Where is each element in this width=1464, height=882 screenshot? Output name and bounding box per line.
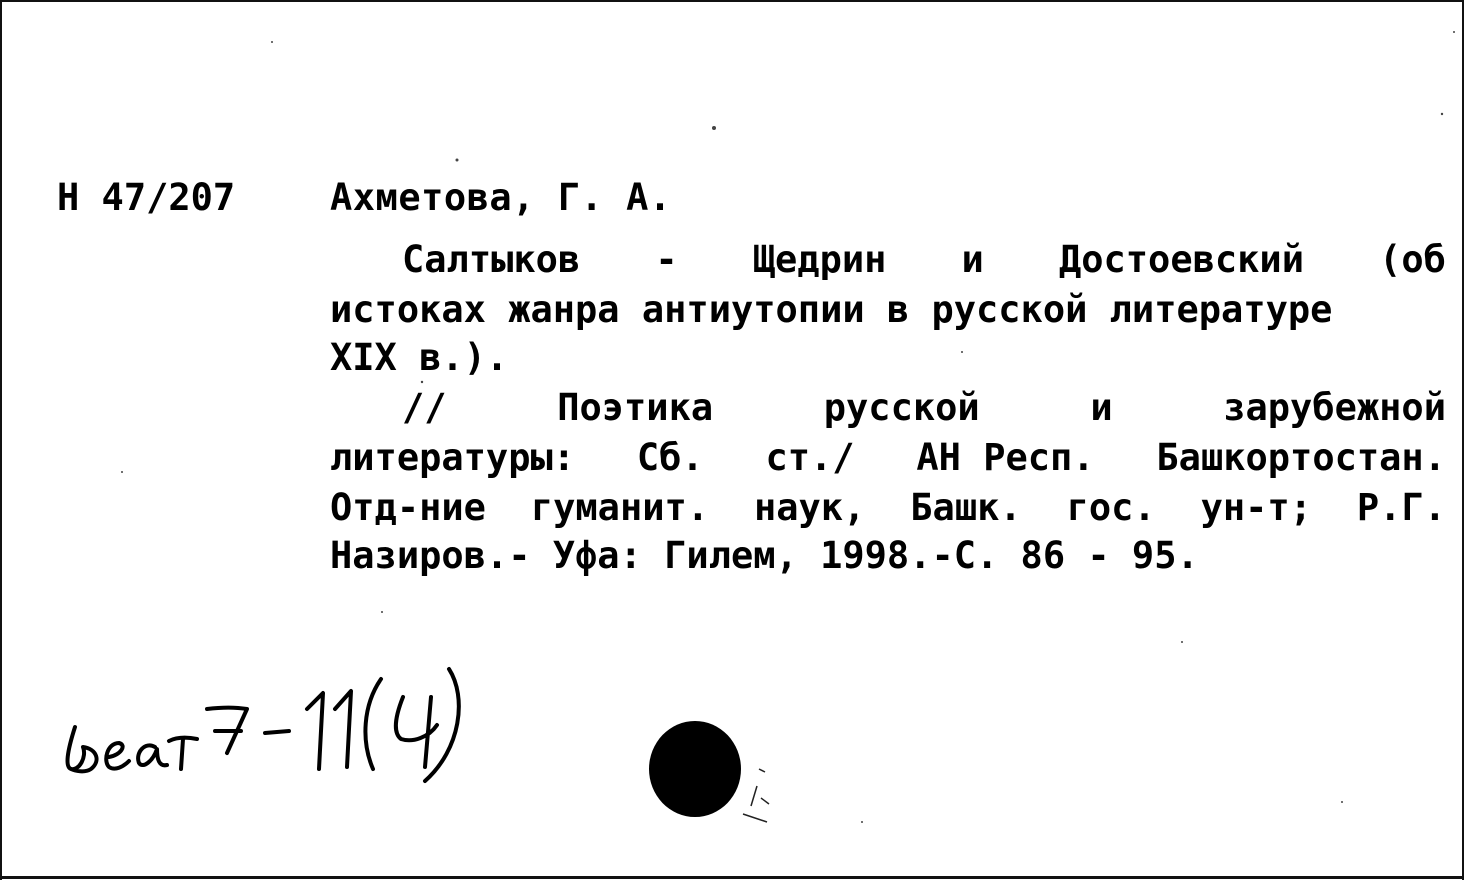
title-word: Достоевский: [1058, 238, 1304, 281]
title-line-3: XIX в.).: [330, 336, 509, 379]
title-word: -: [655, 238, 678, 281]
title-word: и: [961, 238, 984, 281]
source-word: зарубежной: [1223, 386, 1446, 429]
title-word: Салтыков: [402, 238, 581, 281]
source-word: ун-т;: [1200, 486, 1312, 529]
source-word: АН Респ.: [916, 436, 1095, 479]
source-line-2: [330, 432, 1446, 484]
title-line-1: [402, 234, 1446, 286]
source-word: русской: [823, 386, 980, 429]
shelf-mark: Н 47/207: [57, 176, 236, 219]
source-word: ст./: [765, 436, 855, 479]
source-word: Р.Г.: [1356, 486, 1446, 529]
source-word: //: [402, 386, 447, 429]
source-line-4: Назиров.- Уфа: Гилем, 1998.-С. 86 - 95.: [330, 534, 1199, 577]
title-word: (об: [1379, 238, 1446, 281]
source-word: наук,: [753, 486, 866, 529]
source-word: Сб.: [636, 436, 704, 479]
source-word: гос.: [1066, 486, 1156, 529]
source-word: Башк.: [910, 486, 1022, 529]
handwritten-note: [57, 657, 567, 787]
source-word: и: [1090, 386, 1113, 429]
punch-hole-icon: [647, 714, 787, 829]
source-line-3: [330, 482, 1446, 534]
title-line-2: истоках жанра антиутопии в русской литературе: [330, 288, 1333, 331]
source-word: Поэтика: [557, 386, 714, 429]
source-word: литературы:: [330, 436, 576, 479]
card-bottom-edge: [2, 876, 1462, 879]
source-word: Отд-ние: [330, 486, 486, 529]
source-word: Башкортостан.: [1156, 436, 1446, 479]
title-word: Щедрин: [752, 238, 887, 281]
source-word: гуманит.: [530, 486, 710, 529]
author-name: Ахметова, Г. А.: [330, 176, 672, 219]
source-line-1: [402, 382, 1446, 434]
